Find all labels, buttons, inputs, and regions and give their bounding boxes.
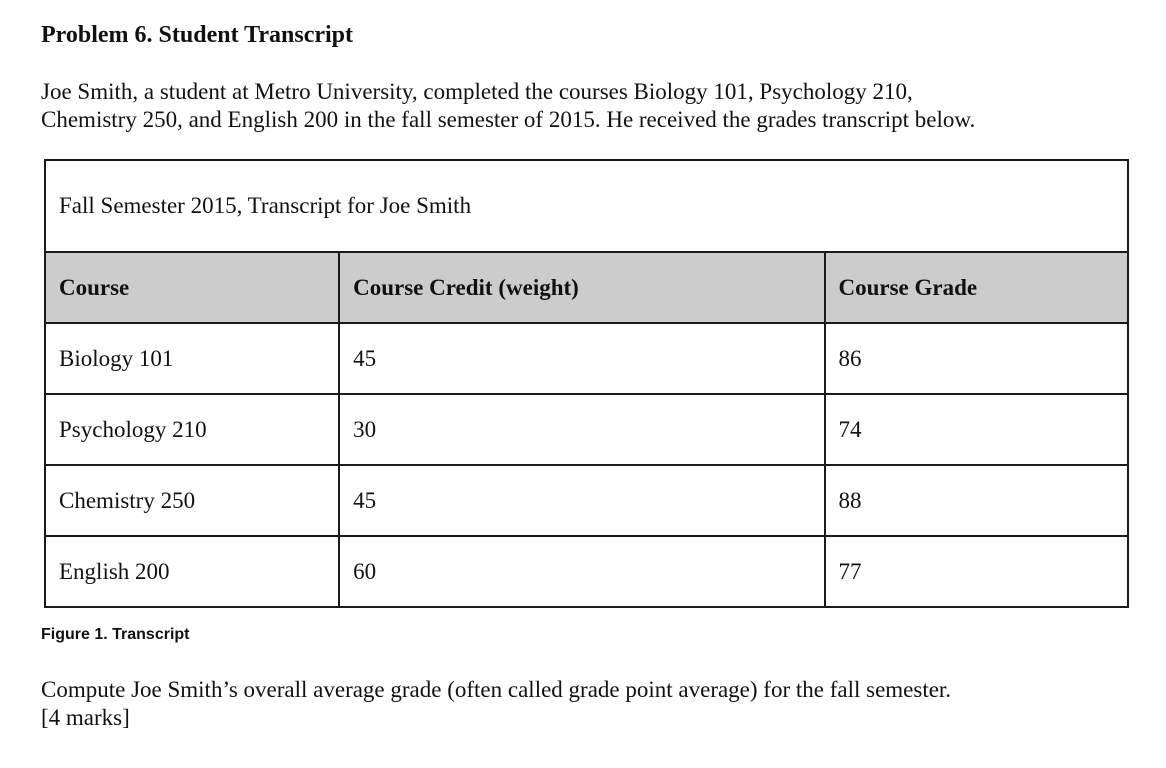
cell-credit: 45 <box>339 323 824 394</box>
header-course-grade: Course Grade <box>825 252 1129 323</box>
intro-line-2: Chemistry 250, and English 200 in the fall semester of 2015. He received the grades transcript below. <box>41 107 976 132</box>
cell-course: English 200 <box>45 536 339 607</box>
question-line-1: Compute Joe Smith’s overall average grade (often called grade point average) for the fall semester. <box>41 677 952 702</box>
cell-course: Chemistry 250 <box>45 465 339 536</box>
table-row <box>45 465 1128 536</box>
cell-grade: 74 <box>825 394 1129 465</box>
cell-credit: 60 <box>339 536 824 607</box>
figure-caption: Figure 1. Transcript <box>41 626 190 643</box>
cell-grade: 88 <box>825 465 1129 536</box>
cell-credit: 45 <box>339 465 824 536</box>
question-paragraph <box>41 676 951 732</box>
cell-grade: 86 <box>825 323 1129 394</box>
table-row <box>45 536 1128 607</box>
table-row <box>45 394 1128 465</box>
problem-title: Problem 6. Student Transcript <box>41 22 354 48</box>
cell-course: Biology 101 <box>45 323 339 394</box>
transcript-caption: Fall Semester 2015, Transcript for Joe Smith <box>45 160 1128 252</box>
question-marks: [4 marks] <box>41 705 130 730</box>
table-row <box>45 323 1128 394</box>
transcript-table <box>44 159 1129 608</box>
cell-grade: 77 <box>825 536 1129 607</box>
intro-paragraph <box>41 78 975 134</box>
header-course-credit: Course Credit (weight) <box>339 252 824 323</box>
header-course: Course <box>45 252 339 323</box>
table-header-row <box>45 252 1128 323</box>
cell-credit: 30 <box>339 394 824 465</box>
cell-course: Psychology 210 <box>45 394 339 465</box>
intro-line-1: Joe Smith, a student at Metro University, completed the courses Biology 101, Psychology 210, <box>41 79 913 104</box>
